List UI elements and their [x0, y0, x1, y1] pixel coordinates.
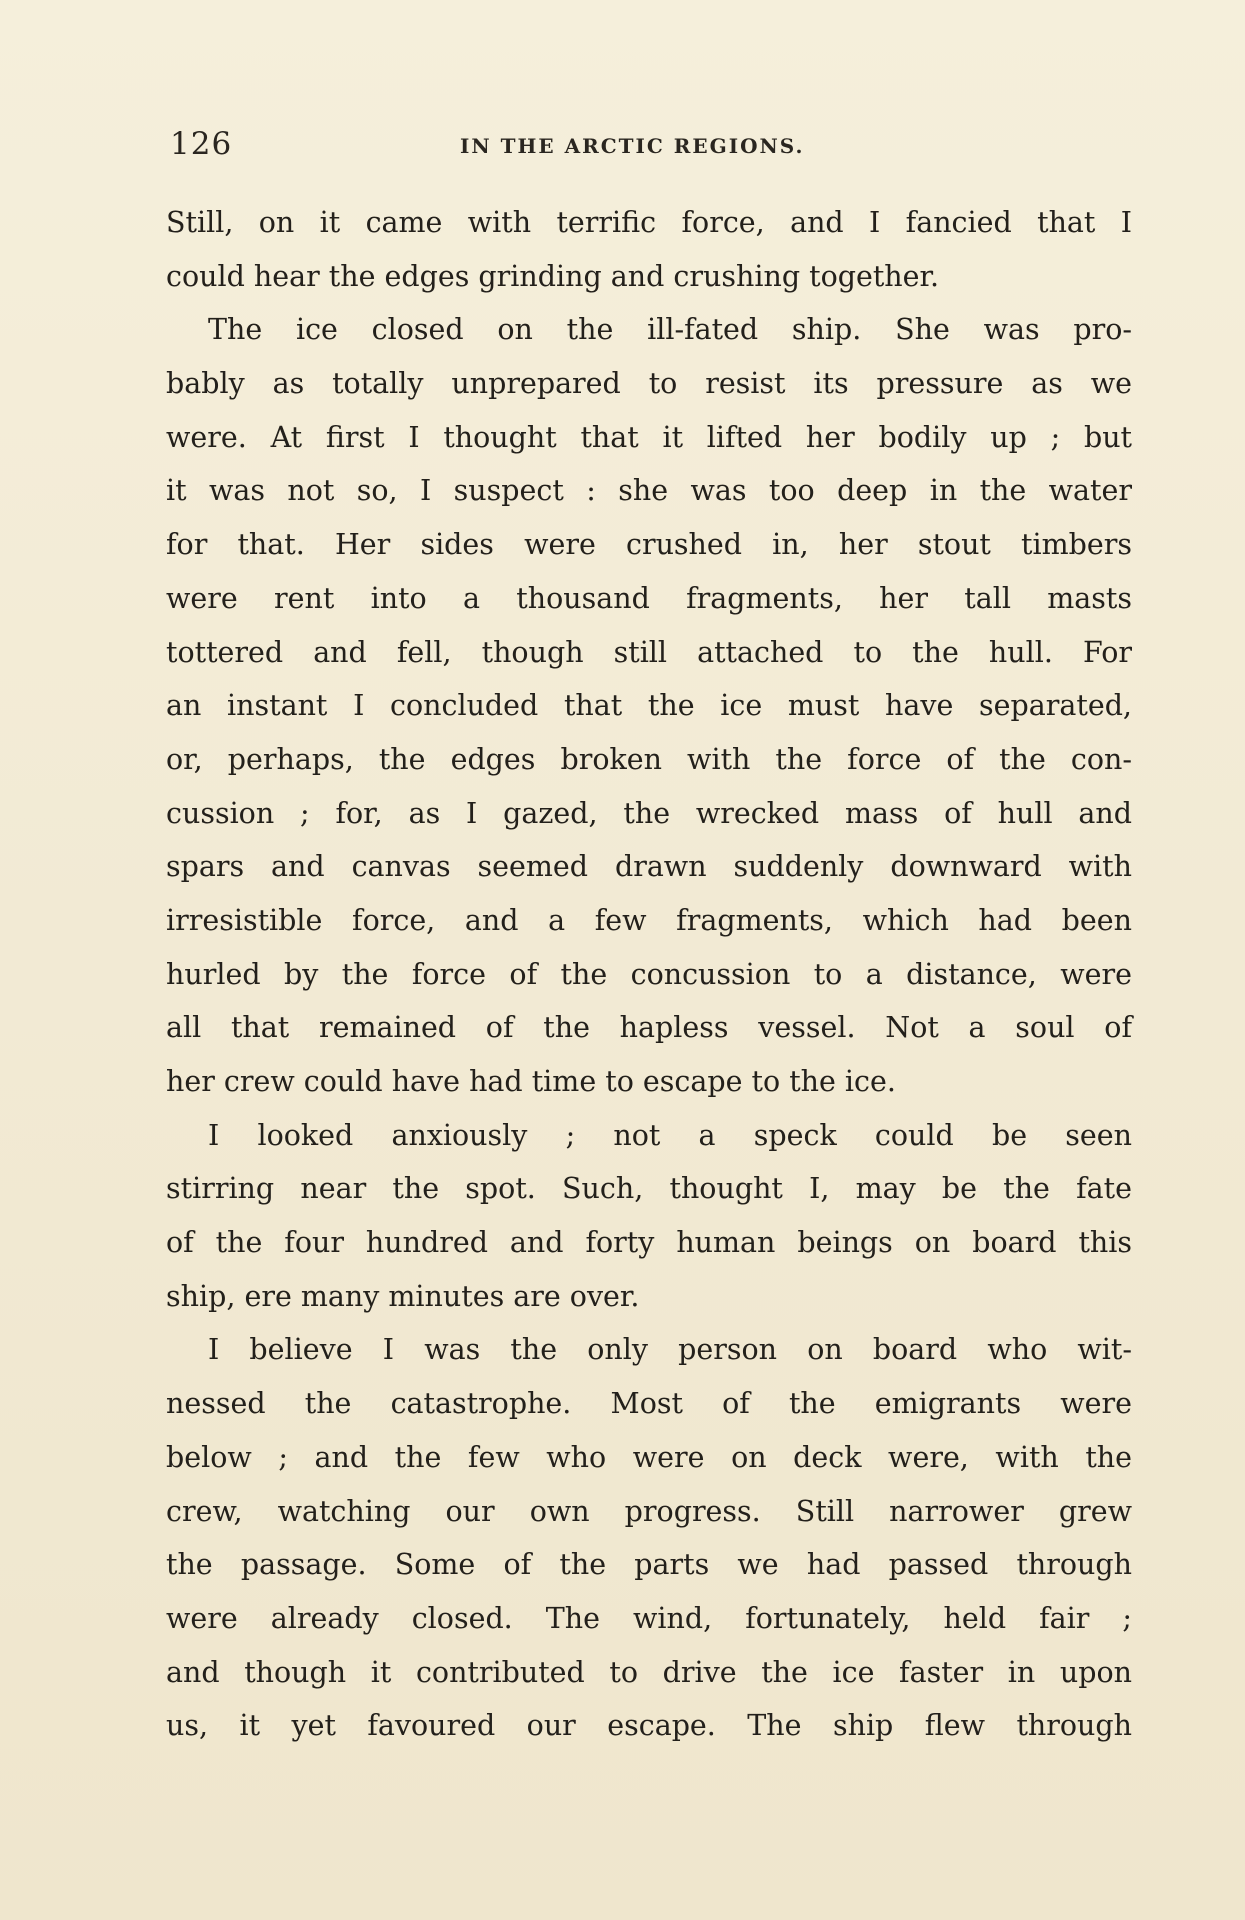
- page-number: 126: [170, 126, 233, 162]
- text-line: hurled by the force of the concussion to a distance, were: [166, 957, 1132, 991]
- text-line: an instant I concluded that the ice must have separated,: [166, 689, 1132, 723]
- text-line: and though it contributed to drive the ice faster in upon: [166, 1655, 1132, 1689]
- text-line: Still, on it came with terrific force, and I fancied that I: [166, 206, 1132, 239]
- running-title: IN THE ARCTIC REGIONS.: [460, 134, 805, 158]
- text-line: or, perhaps, the edges broken with the force of the con-: [166, 742, 1132, 776]
- text-line: crew, watching our own progress. Still narrower grew: [166, 1494, 1132, 1528]
- text-line: stirring near the spot. Such, thought I, may be the fate: [166, 1172, 1132, 1206]
- text-line: irresistible force, and a few fragments, which had been: [166, 903, 1132, 937]
- text-line: ship, ere many minutes are over.: [166, 1279, 640, 1313]
- text-line: of the four hundred and forty human beings on board this: [166, 1226, 1132, 1260]
- text-line: were already closed. The wind, fortunately, held fair ;: [166, 1601, 1132, 1635]
- body-text: [166, 196, 1132, 1753]
- text-line: cussion ; for, as I gazed, the wrecked mass of hull and: [166, 796, 1132, 830]
- text-line: I believe I was the only person on board who wit-: [208, 1333, 1132, 1367]
- text-line: nessed the catastrophe. Most of the emigrants were: [166, 1387, 1132, 1421]
- text-line: bably as totally unprepared to resist its pressure as we: [166, 367, 1132, 401]
- text-line: us, it yet favoured our escape. The ship flew through: [166, 1709, 1132, 1743]
- text-line: spars and canvas seemed drawn suddenly downward with: [166, 850, 1132, 884]
- text-line: all that remained of the hapless vessel. Not a soul of: [166, 1011, 1132, 1045]
- text-line: tottered and fell, though still attached to the hull. For: [166, 635, 1132, 669]
- text-line: could hear the edges grinding and crushing together.: [166, 259, 940, 293]
- text-line: it was not so, I suspect : she was too deep in the water: [166, 474, 1132, 508]
- text-line: below ; and the few who were on deck were, with the: [166, 1440, 1132, 1474]
- text-line: The ice closed on the ill-fated ship. She was pro-: [208, 313, 1132, 347]
- text-line: were. At first I thought that it lifted her bodily up ; but: [166, 420, 1132, 454]
- text-line: her crew could have had time to escape to the ice.: [166, 1065, 896, 1098]
- text-line: for that. Her sides were crushed in, her stout timbers: [166, 528, 1132, 562]
- text-line: the passage. Some of the parts we had passed through: [166, 1548, 1132, 1582]
- page-header: [170, 126, 1130, 166]
- text-line: were rent into a thousand fragments, her tall masts: [166, 581, 1132, 615]
- text-line: I looked anxiously ; not a speck could be seen: [208, 1118, 1132, 1152]
